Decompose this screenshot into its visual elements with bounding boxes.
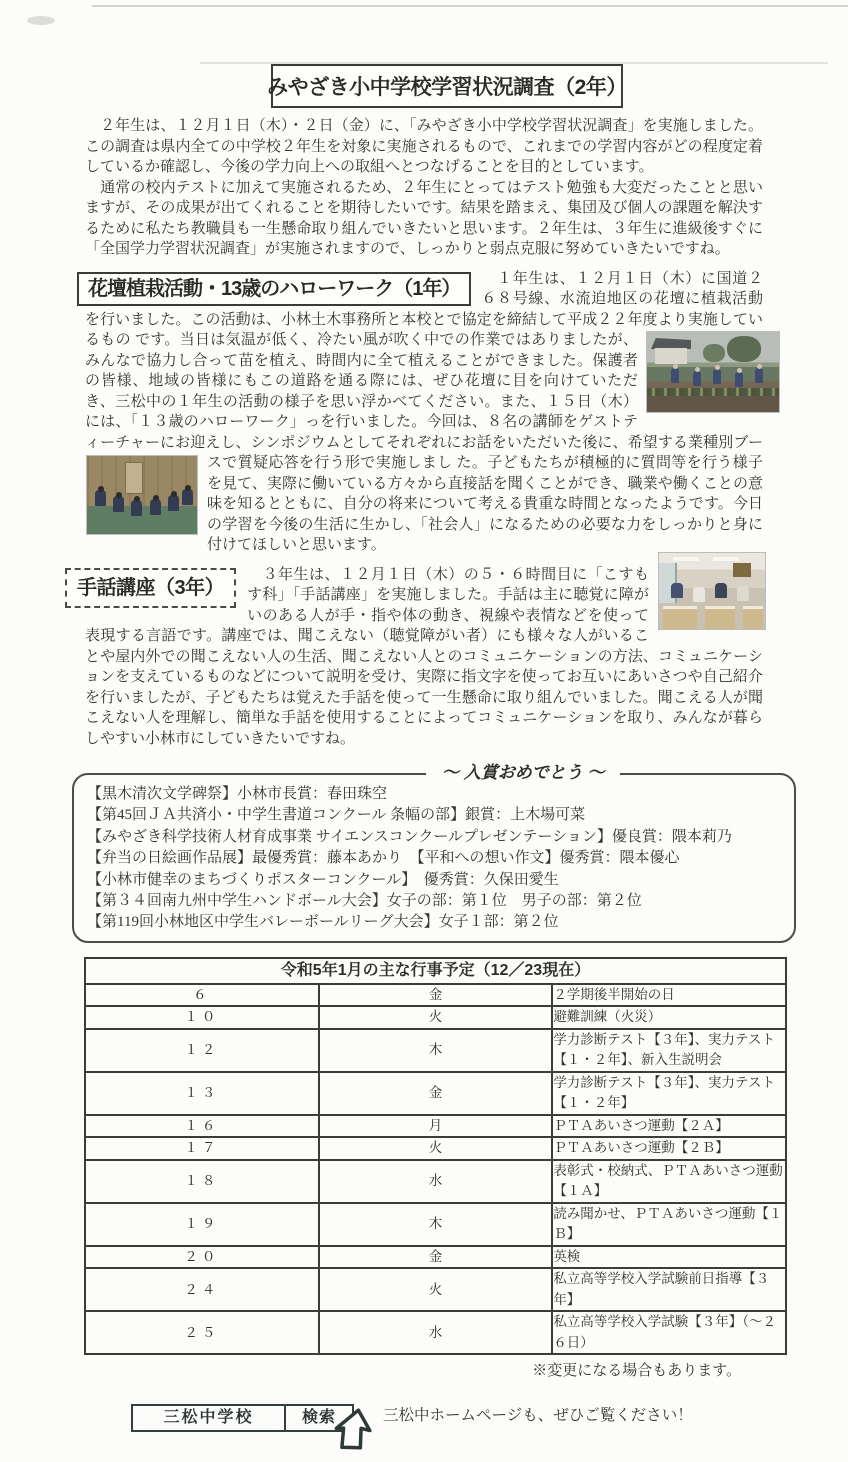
- table-row: [85, 1006, 786, 1029]
- schedule-event: 読み聞かせ、ＰＴＡあいさつ運動【１Ｂ】: [552, 1203, 786, 1246]
- schedule-day: 月: [319, 1115, 553, 1138]
- photo-detail-desk: [705, 606, 735, 629]
- schedule-day: 火: [319, 1268, 553, 1311]
- schedule-header-row: [85, 958, 786, 984]
- award-item: 【みやざき科学技術人材育成事業 サイエンスコンクールプレゼンテーション】優良賞：隈本莉乃: [87, 828, 732, 845]
- photo-detail-house-wall: [655, 348, 687, 364]
- footer: [85, 1390, 763, 1452]
- section2-title-box: [77, 272, 471, 307]
- schedule-title: 令和5年1月の主な行事予定（12／23現在）: [85, 958, 786, 984]
- homepage-message: 三松中ホームページも、ぜひご覧ください！: [383, 1406, 693, 1424]
- schedule-event: 表彰式・校納式、ＰＴＡあいさつ運動【１Ａ】: [552, 1160, 786, 1203]
- section1-paragraph-1: ２年生は、１２月１日（木）・２日（金）に、「みやざき小中学校学習状況調査」を実施しました。この調査は県内全ての中学校２年生を対象に実施されるもので、これまでの学習内容がどの程度定着しているか確認し、今後の学力向上への取組へとつなげることを目的としています。: [85, 118, 763, 175]
- table-row: [85, 1311, 786, 1354]
- awards-box: [72, 763, 796, 943]
- flowerbed-planting-photo: [647, 332, 779, 412]
- cursor-arrow-icon: [333, 1408, 377, 1462]
- schedule-event: ＰＴＡあいさつ運動【２Ａ】: [552, 1115, 786, 1138]
- photo-detail-student: [737, 586, 749, 601]
- schedule-event: 学力診断テスト【３年】、実力テスト【１・２年】、新入生説明会: [552, 1029, 786, 1072]
- schedule-change-note: ※変更になる場合もあります。: [532, 1363, 741, 1380]
- schedule-date: １０: [85, 1006, 319, 1029]
- schedule-day: 金: [319, 1246, 553, 1269]
- awards-heading: ～ 入賞おめでとう ～: [426, 762, 620, 783]
- photo-detail-student: [113, 496, 124, 512]
- schedule-date: ２５: [85, 1311, 319, 1354]
- hello-work-symposium-photo: [87, 456, 197, 534]
- schedule-day: 木: [319, 1203, 553, 1246]
- award-item: 【小林市健幸のまちづくりポスターコンクール】 優秀賞：久保田愛生: [87, 871, 559, 888]
- photo-detail-desk: [743, 606, 763, 629]
- table-row: [85, 984, 786, 1007]
- photo-detail-student: [693, 371, 701, 386]
- table-row: [85, 1115, 786, 1138]
- award-item: 【第45回ＪＡ共済小・中学生書道コンクール 条幅の部】銀賞：上木場可菜: [87, 807, 586, 824]
- schedule-event: 学力診断テスト【３年】、実力テスト【１・２年】: [552, 1072, 786, 1115]
- photo-detail-student: [671, 368, 679, 383]
- award-item: 【第119回小林地区中学生バレーボールリーグ大会】女子１部：第２位: [87, 914, 559, 931]
- schedule-date: １６: [85, 1115, 319, 1138]
- section2-text-3: た。子どもたちが積極的に質問等を行う様子を見て、実際に働いている方々から直接話を聞くことができ、職業や働くことの意味を知るとともに、自分の将来について考える貴重な時間となったようです。今日の学習を今後の生活に生かし、「社会人」になるための必要な力をしっかりと身に付けてほしいと思います。: [207, 455, 763, 553]
- photo-detail-poster: [733, 563, 751, 577]
- schedule-date: １２: [85, 1029, 319, 1072]
- schedule-event: 避難訓練（火災）: [552, 1006, 786, 1029]
- schedule-date: １８: [85, 1160, 319, 1203]
- photo-detail-student: [715, 583, 727, 598]
- schedule-table: [84, 957, 787, 1356]
- schedule-day: 水: [319, 1311, 553, 1354]
- schedule-date: ６: [85, 984, 319, 1007]
- schedule-day: 木: [319, 1029, 553, 1072]
- section3-title: 手話講座（3年）: [77, 576, 225, 599]
- photo-detail-desk: [663, 606, 697, 629]
- table-row: [85, 1137, 786, 1160]
- award-item: 【弁当の日絵画作品展】最優秀賞：藤本あかり 【平和への想い作文】優秀賞：隈本優心: [87, 850, 680, 867]
- section1-title-box: [267, 64, 627, 108]
- section3: [77, 565, 763, 750]
- scan-edge-line: [92, 5, 848, 7]
- section3-text: ３年生は、１２月１日（木）の５・６時間目に「こすもす科」「手話講座」を実施しました。手話は主に聴覚に障がいのある人が手・指や体の動き、視線や表情などを使って表現する言語です。講座では、聞こえない（聴覚障がい者）にも様々な人がいることや屋内外での聞こえない人の生活、聞こえない人とのコミュニケーションの方法、コミュニケーションを支えているものなどについて説明を受け、実際に指文字を使ってお互いにあいさつや自己紹介を行いましたが、子どもたちは覚えた手話を使って一生懸命に取り組んでいました。聞こえる人が聞こえない人を理解し、簡単な手話を使用することによってコミュニケーションを取り、みんなが暮らしやすい小林市にしていきたいですね。: [85, 566, 763, 747]
- schedule-day: 火: [319, 1006, 553, 1029]
- section2-title: 花壇植栽活動・13歳のハローワーク（1年）: [88, 277, 461, 300]
- photo-detail-student: [693, 587, 705, 602]
- photo-detail-door: [125, 462, 143, 494]
- section2-text-2: です。当日は気温が低く、冷たい風が吹く中での作業ではありましたが、みんなで協力し合って苗を植え、時間内に全て植えることができました。保護者の皆様、地域の皆様にもこの道路を通る際には、ぜひ花壇に目を向けていただき、三松中の１年生の活動の様子を思い浮かべてください。また、１５日（木）には、「１３歳のハローワーク」っを行いました。今回は、８名の講師をゲストティーチャーにお迎えし、シンポジウムとしてそれぞれにお話をいただいた後に、希望する業種別ブースで質疑応答を行う形で実施しまし: [85, 332, 763, 471]
- schedule-day: 水: [319, 1160, 553, 1203]
- schedule-event: 英検: [552, 1246, 786, 1269]
- schedule-date: １３: [85, 1072, 319, 1115]
- schedule-date: １９: [85, 1203, 319, 1246]
- photo-detail-student: [95, 490, 106, 506]
- search-input: 三松中学校: [133, 1406, 286, 1430]
- photo-detail-student: [755, 368, 763, 383]
- table-row: [85, 1160, 786, 1203]
- schedule-event: ＰＴＡあいさつ運動【２Ｂ】: [552, 1137, 786, 1160]
- section2-text-1: １年生は、１２月１日（木）に国道２６８号線、水流迫地区の花壇に植栽活動を行いました。この活動は、小林土木事務所と本校とで協定を締結して平成２２年度より実施しているもの: [85, 270, 763, 348]
- schedule-day: 火: [319, 1137, 553, 1160]
- table-row: [85, 1203, 786, 1246]
- search-button: 検索: [301, 1408, 336, 1426]
- photo-detail-student: [182, 489, 193, 505]
- table-row: [85, 1072, 786, 1115]
- photo-detail-tree: [703, 344, 725, 362]
- table-row: [85, 1029, 786, 1072]
- schedule-day: 金: [319, 984, 553, 1007]
- article-text-column: [77, 116, 783, 1452]
- photo-detail-student: [150, 499, 161, 515]
- photo-detail-student: [735, 372, 743, 387]
- table-row: [85, 1246, 786, 1269]
- section1-paragraph-2: 通常の校内テストに加えて実施されるため、２年生にとってはテスト勉強も大変だったことと思いますが、その成果が出てくれることを期待したいです。結果を踏まえ、集団及び個人の課題を解決するために私たち教職員も一生懸命取り組んでいきたいと思います。２年生は、３年生に進級後すぐに「全国学力学習状況調査」が実施されますので、しっかりと弱点克服に努めていきたいですね。: [85, 179, 763, 257]
- photo-detail-student: [713, 369, 721, 384]
- photo-detail-ceiling-light: [673, 557, 699, 561]
- schedule-event: 私立高等学校入学試験前日指導【３年】: [552, 1268, 786, 1311]
- search-box-graphic: [131, 1404, 354, 1432]
- schedule-date: １７: [85, 1137, 319, 1160]
- photo-detail-student: [131, 500, 142, 516]
- schedule-date: ２０: [85, 1246, 319, 1269]
- section2: [85, 269, 763, 556]
- photo-detail-flower-row: [647, 388, 779, 396]
- table-row: [85, 1268, 786, 1311]
- sign-language-class-photo: [659, 553, 765, 629]
- award-item: 【黒木清次文学碑祭】小林市長賞：春田珠空: [87, 786, 388, 802]
- section1-title: みやざき小中学校学習状況調査（2年）: [267, 76, 627, 99]
- photo-detail-student: [168, 495, 179, 511]
- schedule-date: ２４: [85, 1268, 319, 1311]
- photo-detail-student: [671, 583, 683, 598]
- schedule-event: ２学期後半開始の日: [552, 984, 786, 1007]
- schedule-event: 私立高等学校入学試験【３年】（～２６日）: [552, 1311, 786, 1354]
- schedule-day: 金: [319, 1072, 553, 1115]
- section3-title-box: [65, 568, 236, 609]
- award-item: 【第３４回南九州中学生ハンドボール大会】女子の部：第１位 男子の部：第２位: [87, 893, 642, 910]
- photo-detail-tree: [727, 336, 761, 362]
- scan-smudge: [27, 16, 55, 25]
